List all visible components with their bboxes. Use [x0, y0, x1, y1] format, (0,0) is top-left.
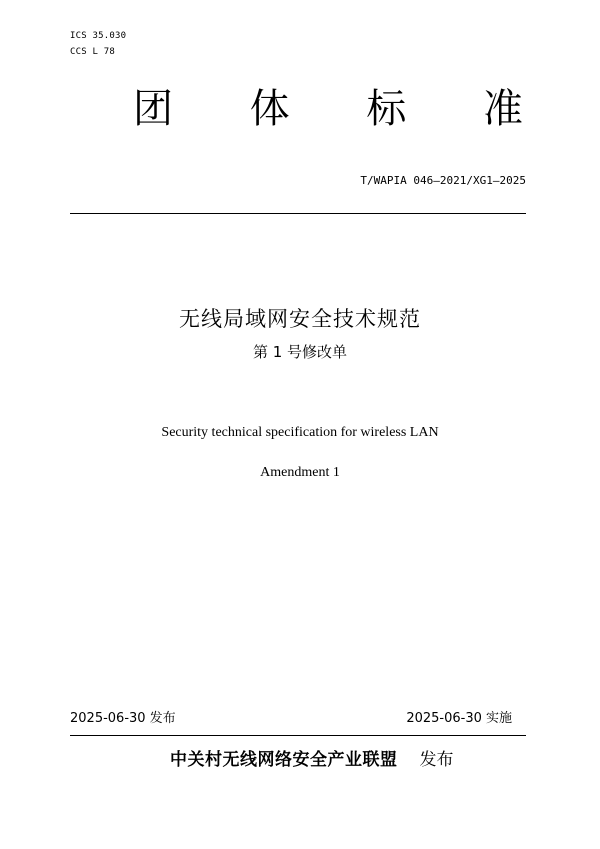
bottom-divider: [70, 735, 526, 736]
standard-number: T/WAPIA 046—2021/XG1—2025: [360, 174, 526, 187]
title-chinese: 无线局域网安全技术规范: [179, 307, 421, 331]
doc-type-char: 团: [133, 86, 173, 132]
issuer-action: 发布: [419, 750, 454, 770]
doc-type-char: 标: [366, 86, 407, 132]
issuer-name: 中关村无线网络安全产业联盟: [170, 750, 398, 770]
top-divider: [70, 213, 526, 214]
issuer-line: [170, 748, 454, 772]
title-english: Security technical specification for wireless LAN: [161, 425, 439, 440]
subtitle-chinese: 第 1 号修改单: [252, 343, 348, 361]
implement-date: 2025-06-30 实施: [406, 711, 512, 726]
document-type-heading: [133, 83, 523, 135]
publish-date: 2025-06-30 发布: [70, 711, 176, 726]
subtitle-english: Amendment 1: [260, 465, 340, 480]
ccs-code: CCS L 78: [70, 47, 115, 57]
ics-code: ICS 35.030: [70, 31, 127, 41]
doc-type-char: 体: [249, 86, 290, 132]
doc-type-char: 准: [482, 86, 523, 132]
